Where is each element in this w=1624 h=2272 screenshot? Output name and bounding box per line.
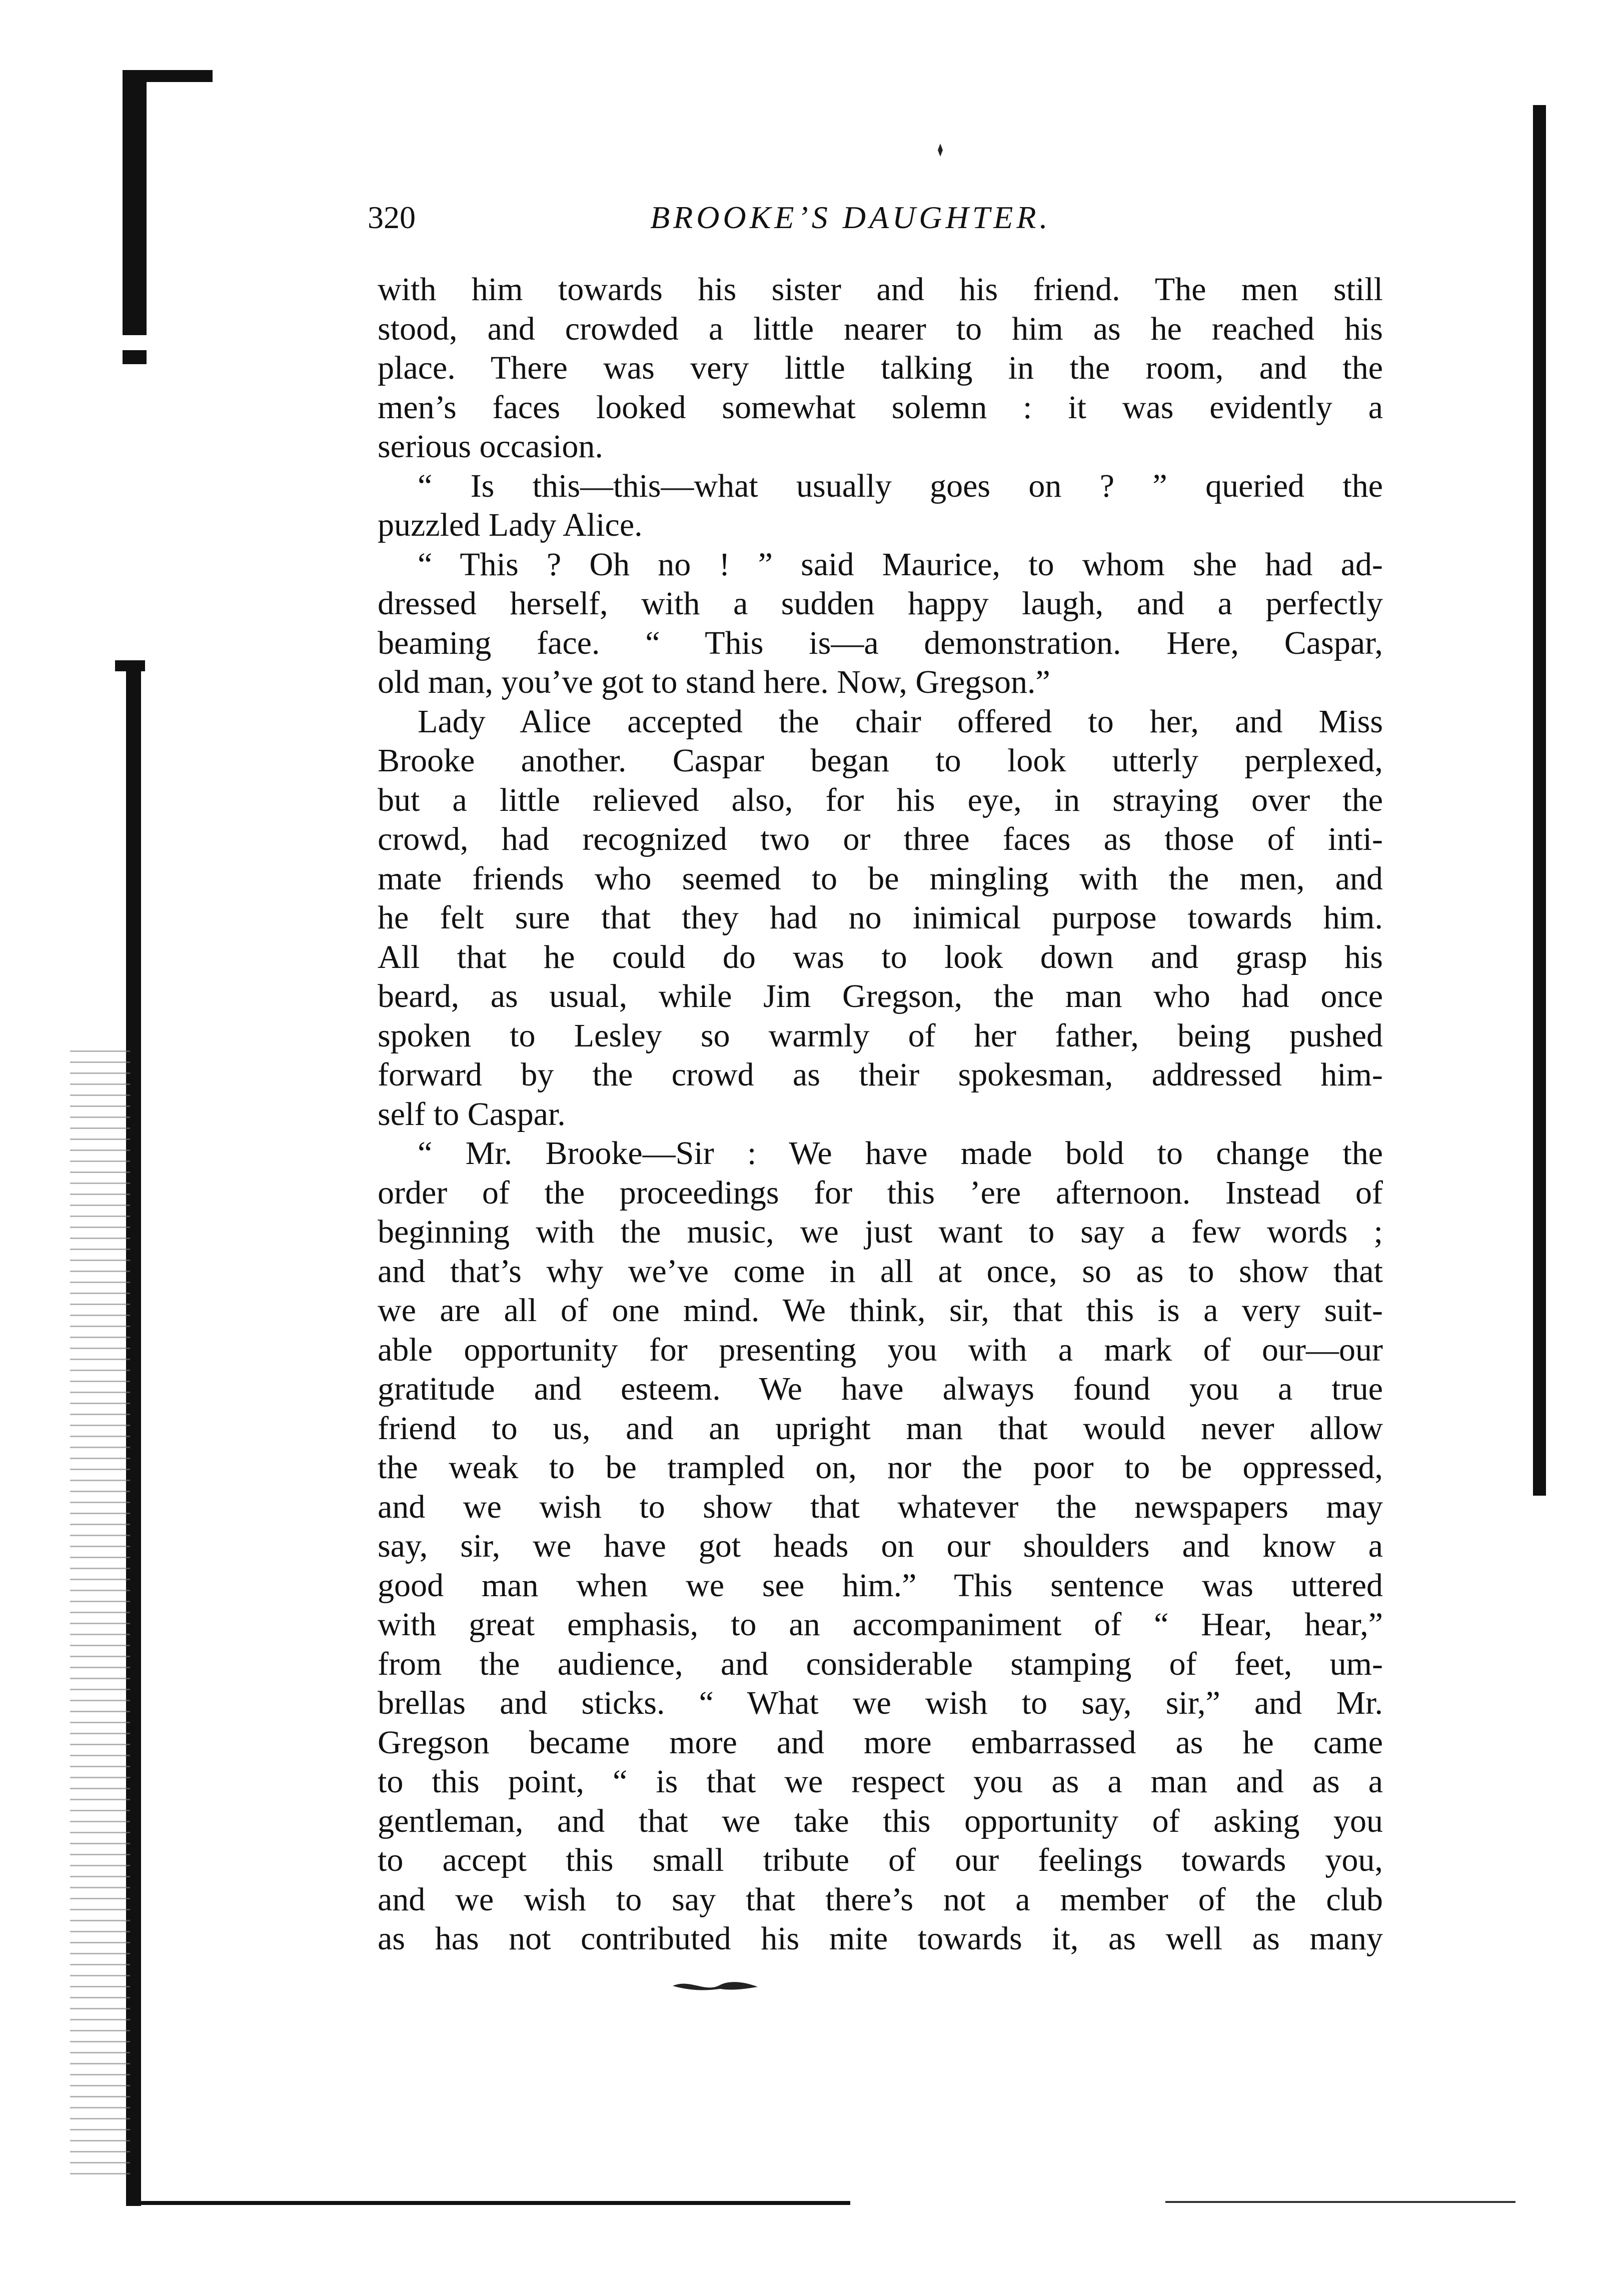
text-line: good man when we see him.” This sentence was uttered bbox=[378, 1567, 1383, 1604]
text-line: he felt sure that they had no inimical purpose towards him. bbox=[378, 899, 1383, 936]
text-line: gentleman, and that we take this opportunity of asking you bbox=[378, 1802, 1383, 1839]
text-line: All that he could do was to look down and grasp his bbox=[378, 938, 1383, 975]
text-line: from the audience, and considerable stamping of feet, um- bbox=[378, 1645, 1383, 1682]
text-line: and we wish to say that there’s not a member of the club bbox=[378, 1881, 1383, 1918]
text-line: beginning with the music, we just want to say a few words ; bbox=[378, 1214, 1383, 1250]
text-line: beaming face. “ This is—a demonstration. Here, Caspar, bbox=[378, 624, 1383, 661]
text-line: we are all of one mind. We think, sir, that this is a very suit- bbox=[378, 1292, 1383, 1329]
text-line: old man, you’ve got to stand here. Now, Gregson.” bbox=[378, 664, 1050, 700]
text-line: stood, and crowded a little nearer to him as he reached his bbox=[378, 310, 1383, 347]
scan-edge-mark bbox=[140, 2201, 850, 2205]
text-line: spoken to Lesley so warmly of her father, being pushed bbox=[378, 1017, 1383, 1054]
text-line: with great emphasis, to an accompaniment of “ Hear, hear,” bbox=[378, 1606, 1383, 1643]
page-header bbox=[368, 195, 1093, 240]
scan-edge-mark bbox=[1165, 2201, 1515, 2203]
text-line: gratitude and esteem. We have always found you a true bbox=[378, 1371, 1383, 1407]
page-number: 320 bbox=[368, 200, 416, 235]
text-line: self to Caspar. bbox=[378, 1095, 566, 1132]
text-line: crowd, had recognized two or three faces as those of inti- bbox=[378, 821, 1383, 857]
text-line: “ This ? Oh no ! ” said Maurice, to whom she had ad- bbox=[418, 546, 1383, 583]
text-line: “ Mr. Brooke—Sir : We have made bold to change the bbox=[418, 1135, 1383, 1172]
text-line: the weak to be trampled on, nor the poor to be oppressed, bbox=[378, 1449, 1383, 1486]
text-line: brellas and sticks. “ What we wish to say, sir,” and Mr. bbox=[378, 1685, 1383, 1721]
text-line: “ Is this—this—what usually goes on ? ” queried the bbox=[418, 467, 1383, 504]
text-line: forward by the crowd as their spokesman, addressed him- bbox=[378, 1056, 1383, 1093]
text-line: Gregson became more and more embarrassed as he came bbox=[378, 1724, 1383, 1761]
scan-edge-mark bbox=[123, 70, 147, 335]
text-line: men’s faces looked somewhat solemn : it was evidently a bbox=[378, 389, 1383, 426]
text-line: place. There was very little talking in the room, and the bbox=[378, 350, 1383, 386]
tailpiece-ornament-icon bbox=[670, 1976, 760, 1996]
ornament-icon bbox=[933, 143, 948, 158]
text-line: and we wish to show that whatever the newspapers may bbox=[378, 1488, 1383, 1525]
text-line: to accept this small tribute of our feelings towards you, bbox=[378, 1842, 1383, 1878]
text-line: puzzled Lady Alice. bbox=[378, 507, 643, 543]
text-line: mate friends who seemed to be mingling with the men, and bbox=[378, 860, 1383, 897]
text-line: able opportunity for presenting you with a mark of our—our bbox=[378, 1331, 1383, 1368]
text-line: say, sir, we have got heads on our shoulders and know a bbox=[378, 1528, 1383, 1564]
running-head: BROOKE’S DAUGHTER. bbox=[650, 200, 1051, 235]
text-line: but a little relieved also, for his eye, in straying over the bbox=[378, 781, 1383, 818]
scan-edge-mark bbox=[123, 350, 147, 364]
text-line: with him towards his sister and his friend. The men still bbox=[378, 271, 1383, 308]
text-line: serious occasion. bbox=[378, 428, 603, 465]
text-line: beard, as usual, while Jim Gregson, the man who had once bbox=[378, 978, 1383, 1014]
text-line: order of the proceedings for this ’ere afternoon. Instead of bbox=[378, 1174, 1383, 1211]
text-line: and that’s why we’ve come in all at once, so as to show that bbox=[378, 1253, 1383, 1290]
text-line: friend to us, and an upright man that would never allow bbox=[378, 1410, 1383, 1447]
scan-edge-mark bbox=[1533, 105, 1546, 1496]
text-line: as has not contributed his mite towards it, as well as many bbox=[378, 1920, 1383, 1957]
text-line: to this point, “ is that we respect you as a man and as a bbox=[378, 1763, 1383, 1800]
text-line: Lady Alice accepted the chair offered to her, and Miss bbox=[418, 703, 1383, 740]
text-line: Brooke another. Caspar began to look utterly perplexed, bbox=[378, 742, 1383, 779]
text-line: dressed herself, with a sudden happy laugh, and a perfectly bbox=[378, 585, 1383, 622]
body-text bbox=[378, 270, 1383, 1959]
scan-noise bbox=[70, 1050, 130, 2176]
